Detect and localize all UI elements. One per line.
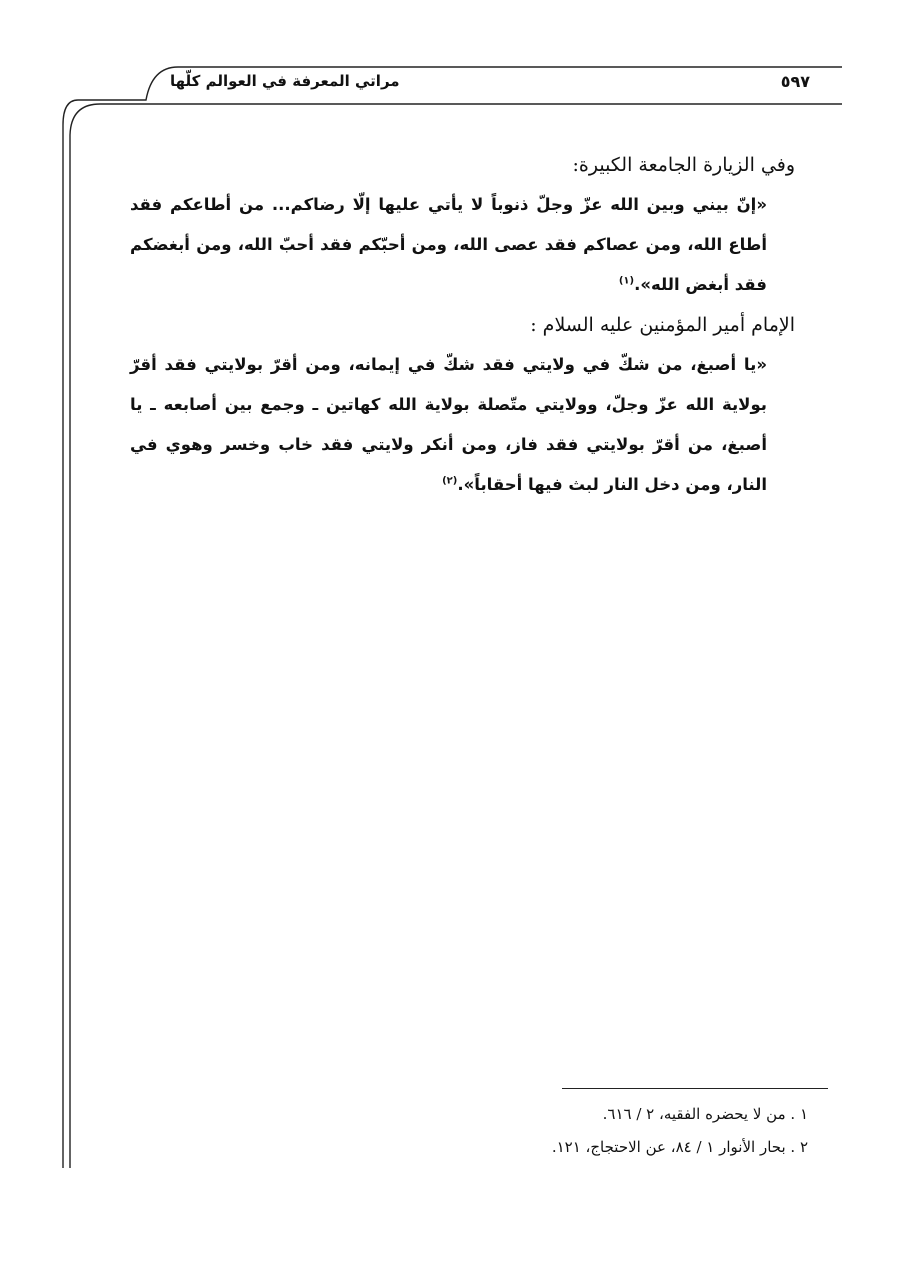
footnote-separator	[562, 1088, 828, 1089]
intro-imam: الإمام أمير المؤمنين عليه السلام :	[530, 314, 795, 336]
footnotes	[420, 1098, 808, 1164]
running-header-title: مراتي المعرفة في العوالم كلّها	[170, 72, 400, 90]
quote-ziyara	[130, 185, 767, 305]
page-number: ٥٩٧	[780, 72, 810, 91]
footnote-2: ٢ . بحار الأنوار ١ / ٨٤، عن الاحتجاج، ١٢١.	[551, 1138, 808, 1156]
footnote-1: ١ . من لا يحضره الفقيه، ٢ / ٦١٦.	[602, 1105, 808, 1123]
footnote-ref-1[interactable]: (١)	[618, 275, 635, 287]
quote-ziyara-text: «إنّ بيني وبين الله عزّ وجلّ ذنوباً لا يأتي عليها إلّا رضاكم... من أطاعكم فقد أطاع الله، ومن عصاكم فقد عصى الله، ومن أحبّكم فقد أحبّ الله، ومن أبغضكم فقد أبغض الله».	[130, 195, 767, 294]
quote-imam	[130, 345, 767, 505]
main-text	[130, 145, 795, 505]
quote-imam-text: «يا أصبغ، من شكّ في ولايتي فقد شكّ في إيمانه، ومن أقرّ بولايتي فقد أقرّ بولاية الله عزّ وجلّ، وولايتي متّصلة بولاية الله كهاتين ـ وجمع بين أصابعه ـ يا أصبغ، من أقرّ بولايتي فقد فاز، ومن أنكر ولايتي فقد خاب وخسر وهوي في النار، ومن دخل النار لبث فيها أحقاباً».	[130, 355, 767, 494]
footnote-ref-2[interactable]: (٢)	[442, 475, 458, 487]
intro-ziyara: وفي الزيارة الجامعة الكبيرة:	[572, 154, 795, 176]
